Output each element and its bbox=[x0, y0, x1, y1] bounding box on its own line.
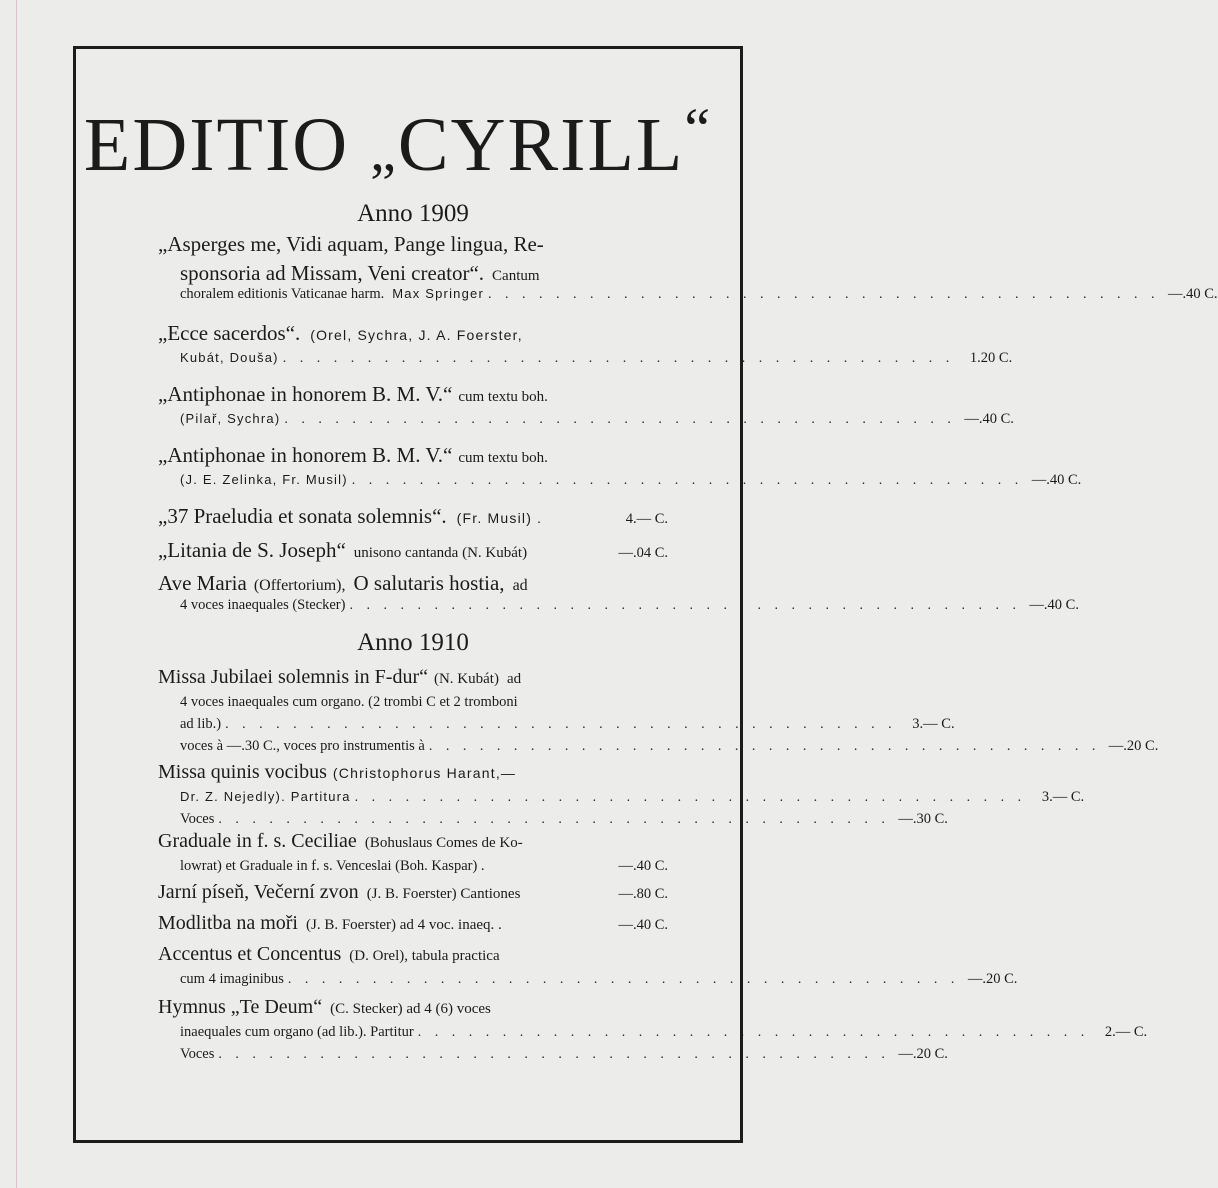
entry-te-deum bbox=[158, 996, 1148, 1068]
entry-detail: Dr. Z. Nejedly). Partitura bbox=[180, 789, 351, 804]
entry-price: —.40 C. bbox=[964, 411, 1014, 427]
entry-title: „Ecce sacerdos“. bbox=[158, 321, 301, 345]
dot-leader: . . . . . . . . . . . . . . . . . . . . . . . . . . . . . . . . . . . . . . . . bbox=[218, 812, 890, 827]
entry-price: —.80 C. bbox=[618, 886, 668, 902]
entry-price: —.40 C. bbox=[618, 917, 668, 933]
entry-note: Cantum bbox=[492, 268, 540, 284]
entry-note: ad bbox=[506, 671, 522, 687]
entry-note: unisono cantanda (N. Kubát) bbox=[353, 545, 528, 561]
entry-detail-3: voces à —.30 C., voces pro instrumentis à bbox=[180, 738, 425, 754]
entry-price: —.04 C. bbox=[618, 545, 668, 561]
entry-note: (D. Orel), tabula practica bbox=[349, 948, 500, 964]
entry-title: „37 Praeludia et sonata solemnis“. bbox=[158, 504, 447, 528]
entry-price: —.40 C. bbox=[1031, 472, 1082, 488]
page-edge bbox=[16, 0, 17, 1188]
entry-authors-cont: Kubát, Douša) bbox=[180, 350, 279, 365]
entry-ecce-sacerdos bbox=[158, 321, 1013, 372]
title-open-quote: „ bbox=[370, 118, 398, 183]
entry-note: cum textu boh. bbox=[458, 450, 548, 466]
entry-price: 3.— C. bbox=[912, 716, 955, 732]
dot-leader: . . . . . . . . . . . . . . . . . . . . . . . . . . . . . . . . . . . . . . . . bbox=[417, 1025, 1090, 1040]
entry-price: —.40 C. bbox=[1167, 286, 1218, 302]
entry-antiphonae-1 bbox=[158, 382, 1014, 433]
entry-title: Modlitba na moři bbox=[158, 912, 298, 934]
entry-detail-2: Voces bbox=[180, 1046, 215, 1062]
entry-author: (N. Kubát) bbox=[433, 671, 499, 687]
entry-price: 4.— C. bbox=[625, 511, 668, 527]
title-cyrill: CYRILL bbox=[397, 103, 685, 187]
dot-leader: . . . . . . . . . . . . . . . . . . . . . . . . . . . . . . . . . . . . . . . . bbox=[351, 473, 1024, 488]
entry-title-2: O salutaris hostia, bbox=[353, 571, 505, 595]
entry-detail: lowrat) et Graduale in f. s. Venceslai (Boh. Kaspar) . bbox=[180, 858, 485, 874]
year-heading-1910: Anno 1910 bbox=[357, 629, 469, 656]
entry-note: (J. B. Foerster) ad 4 voc. inaeq. . bbox=[305, 917, 502, 933]
dot-leader: . . . . . . . . . . . . . . . . . . . . . . . . . . . . . . . . . . . . . . . . bbox=[284, 412, 956, 427]
dot-leader: . . . . . . . . . . . . . . . . . . . . . . . . . . . . . . . . . . . . . . . . bbox=[287, 972, 960, 987]
entry-title-cont: sponsoria ad Missam, Veni creator“. bbox=[180, 261, 485, 285]
entry-title: „Litania de S. Joseph“ bbox=[158, 538, 346, 562]
entry-price: 3.— C. bbox=[1041, 789, 1085, 805]
entry-detail: choralem editionis Vaticanae harm. bbox=[180, 286, 385, 302]
dot-leader: . . . . . . . . . . . . . . . . . . . . . . . . . . . . . . . . . . . . . . . . bbox=[354, 790, 1027, 805]
entry-detail-2: Voces bbox=[180, 811, 215, 827]
entry-title: Missa Jubilaei solemnis in F-dur“ bbox=[158, 666, 428, 688]
entry-note: (J. B. Foerster) Cantiones bbox=[366, 886, 521, 902]
entry-author: (Bohuslaus Comes de Ko- bbox=[364, 835, 523, 851]
entry-title: Ave Maria bbox=[158, 571, 247, 595]
entry-author: (Fr. Musil) . bbox=[456, 510, 543, 526]
entry-authors: (Orel, Sychra, J. A. Foerster, bbox=[310, 327, 523, 343]
entry-asperges bbox=[158, 232, 1218, 308]
entry-authors: (Pilař, Sychra) bbox=[180, 411, 281, 426]
entry-title: „Asperges me, Vidi aquam, Pange lingua, Re- bbox=[158, 232, 544, 256]
entry-author: (Christophorus Harant,— bbox=[332, 765, 517, 781]
entry-title: Hymnus „Te Deum“ bbox=[158, 996, 323, 1018]
title-editio: EDITIO bbox=[83, 103, 371, 187]
dot-leader: . . . . . . . . . . . . . . . . . . . . . . . . . . . . . . . . . . . . . . . . bbox=[225, 717, 897, 732]
entry-author: Max Springer bbox=[392, 286, 484, 301]
dot-leader: . . . . . . . . . . . . . . . . . . . . . . . . . . . . . . . . . . . . . . . . bbox=[428, 739, 1101, 754]
entry-title: „Antiphonae in honorem B. M. V.“ bbox=[158, 443, 453, 467]
entry-title: Missa quinis vocibus bbox=[158, 761, 327, 783]
entry-price: —.40 C. bbox=[1029, 597, 1079, 613]
entry-authors: (J. E. Zelinka, Fr. Musil) bbox=[180, 472, 348, 487]
year-heading-1909: Anno 1909 bbox=[357, 200, 469, 227]
entry-ave-maria bbox=[158, 571, 1079, 619]
entry-title: Graduale in f. s. Ceciliae bbox=[158, 830, 357, 852]
entry-price-2: —.20 C. bbox=[898, 1046, 948, 1062]
dot-leader: . . . . . . . . . . . . . . . . . . . . . . . . . . . . . . . . . . . . . . . . bbox=[218, 1047, 890, 1062]
entry-title: Accentus et Concentus bbox=[158, 943, 342, 965]
entry-jarni-pisen bbox=[158, 881, 668, 909]
entry-price-2: —.30 C. bbox=[898, 811, 948, 827]
entry-praeludia bbox=[158, 504, 668, 533]
title-close-quote: “ bbox=[684, 96, 713, 161]
entry-title: „Antiphonae in honorem B. M. V.“ bbox=[158, 382, 453, 406]
entry-note: (Offertorium), bbox=[253, 577, 346, 594]
entry-detail: 4 voces inaequales cum organo. (2 trombi C et 2 tromboni bbox=[180, 694, 518, 710]
entry-price-2: —.20 C. bbox=[1108, 738, 1159, 754]
entry-price: —.40 C. bbox=[618, 858, 668, 874]
entry-missa-jubilaei bbox=[158, 666, 1159, 760]
entry-price: 1.20 C. bbox=[969, 350, 1013, 366]
entry-graduale bbox=[158, 830, 668, 880]
entry-detail: inaequales cum organo (ad lib.). Partitur bbox=[180, 1024, 414, 1040]
entry-note: cum textu boh. bbox=[458, 389, 548, 405]
entry-detail-2: ad lib.) bbox=[180, 716, 222, 732]
dot-leader: . . . . . . . . . . . . . . . . . . . . . . . . . . . . . . . . . . . . . . . . bbox=[282, 351, 955, 366]
entry-detail: 4 voces inaequales (Stecker) bbox=[180, 597, 346, 613]
dot-leader: . . . . . . . . . . . . . . . . . . . . . . . . . . . . . . . . . . . . . . . . bbox=[349, 598, 1021, 613]
entry-antiphonae-2 bbox=[158, 443, 1082, 494]
entry-litania bbox=[158, 538, 668, 567]
entry-title: Jarní píseň, Večerní zvon bbox=[158, 881, 359, 903]
entry-note: (C. Stecker) ad 4 (6) voces bbox=[330, 1001, 491, 1017]
entry-modlitba bbox=[158, 912, 668, 940]
page-title bbox=[78, 96, 718, 187]
entry-price: 2.— C. bbox=[1104, 1024, 1148, 1040]
entry-price: —.20 C. bbox=[967, 971, 1018, 987]
entry-note-2: ad bbox=[512, 577, 528, 594]
entry-missa-quinis bbox=[158, 761, 1085, 833]
entry-accentus bbox=[158, 943, 1018, 993]
dot-leader: . . . . . . . . . . . . . . . . . . . . . . . . . . . . . . . . . . . . . . . . bbox=[488, 287, 1160, 302]
entry-detail: cum 4 imaginibus bbox=[180, 971, 284, 987]
